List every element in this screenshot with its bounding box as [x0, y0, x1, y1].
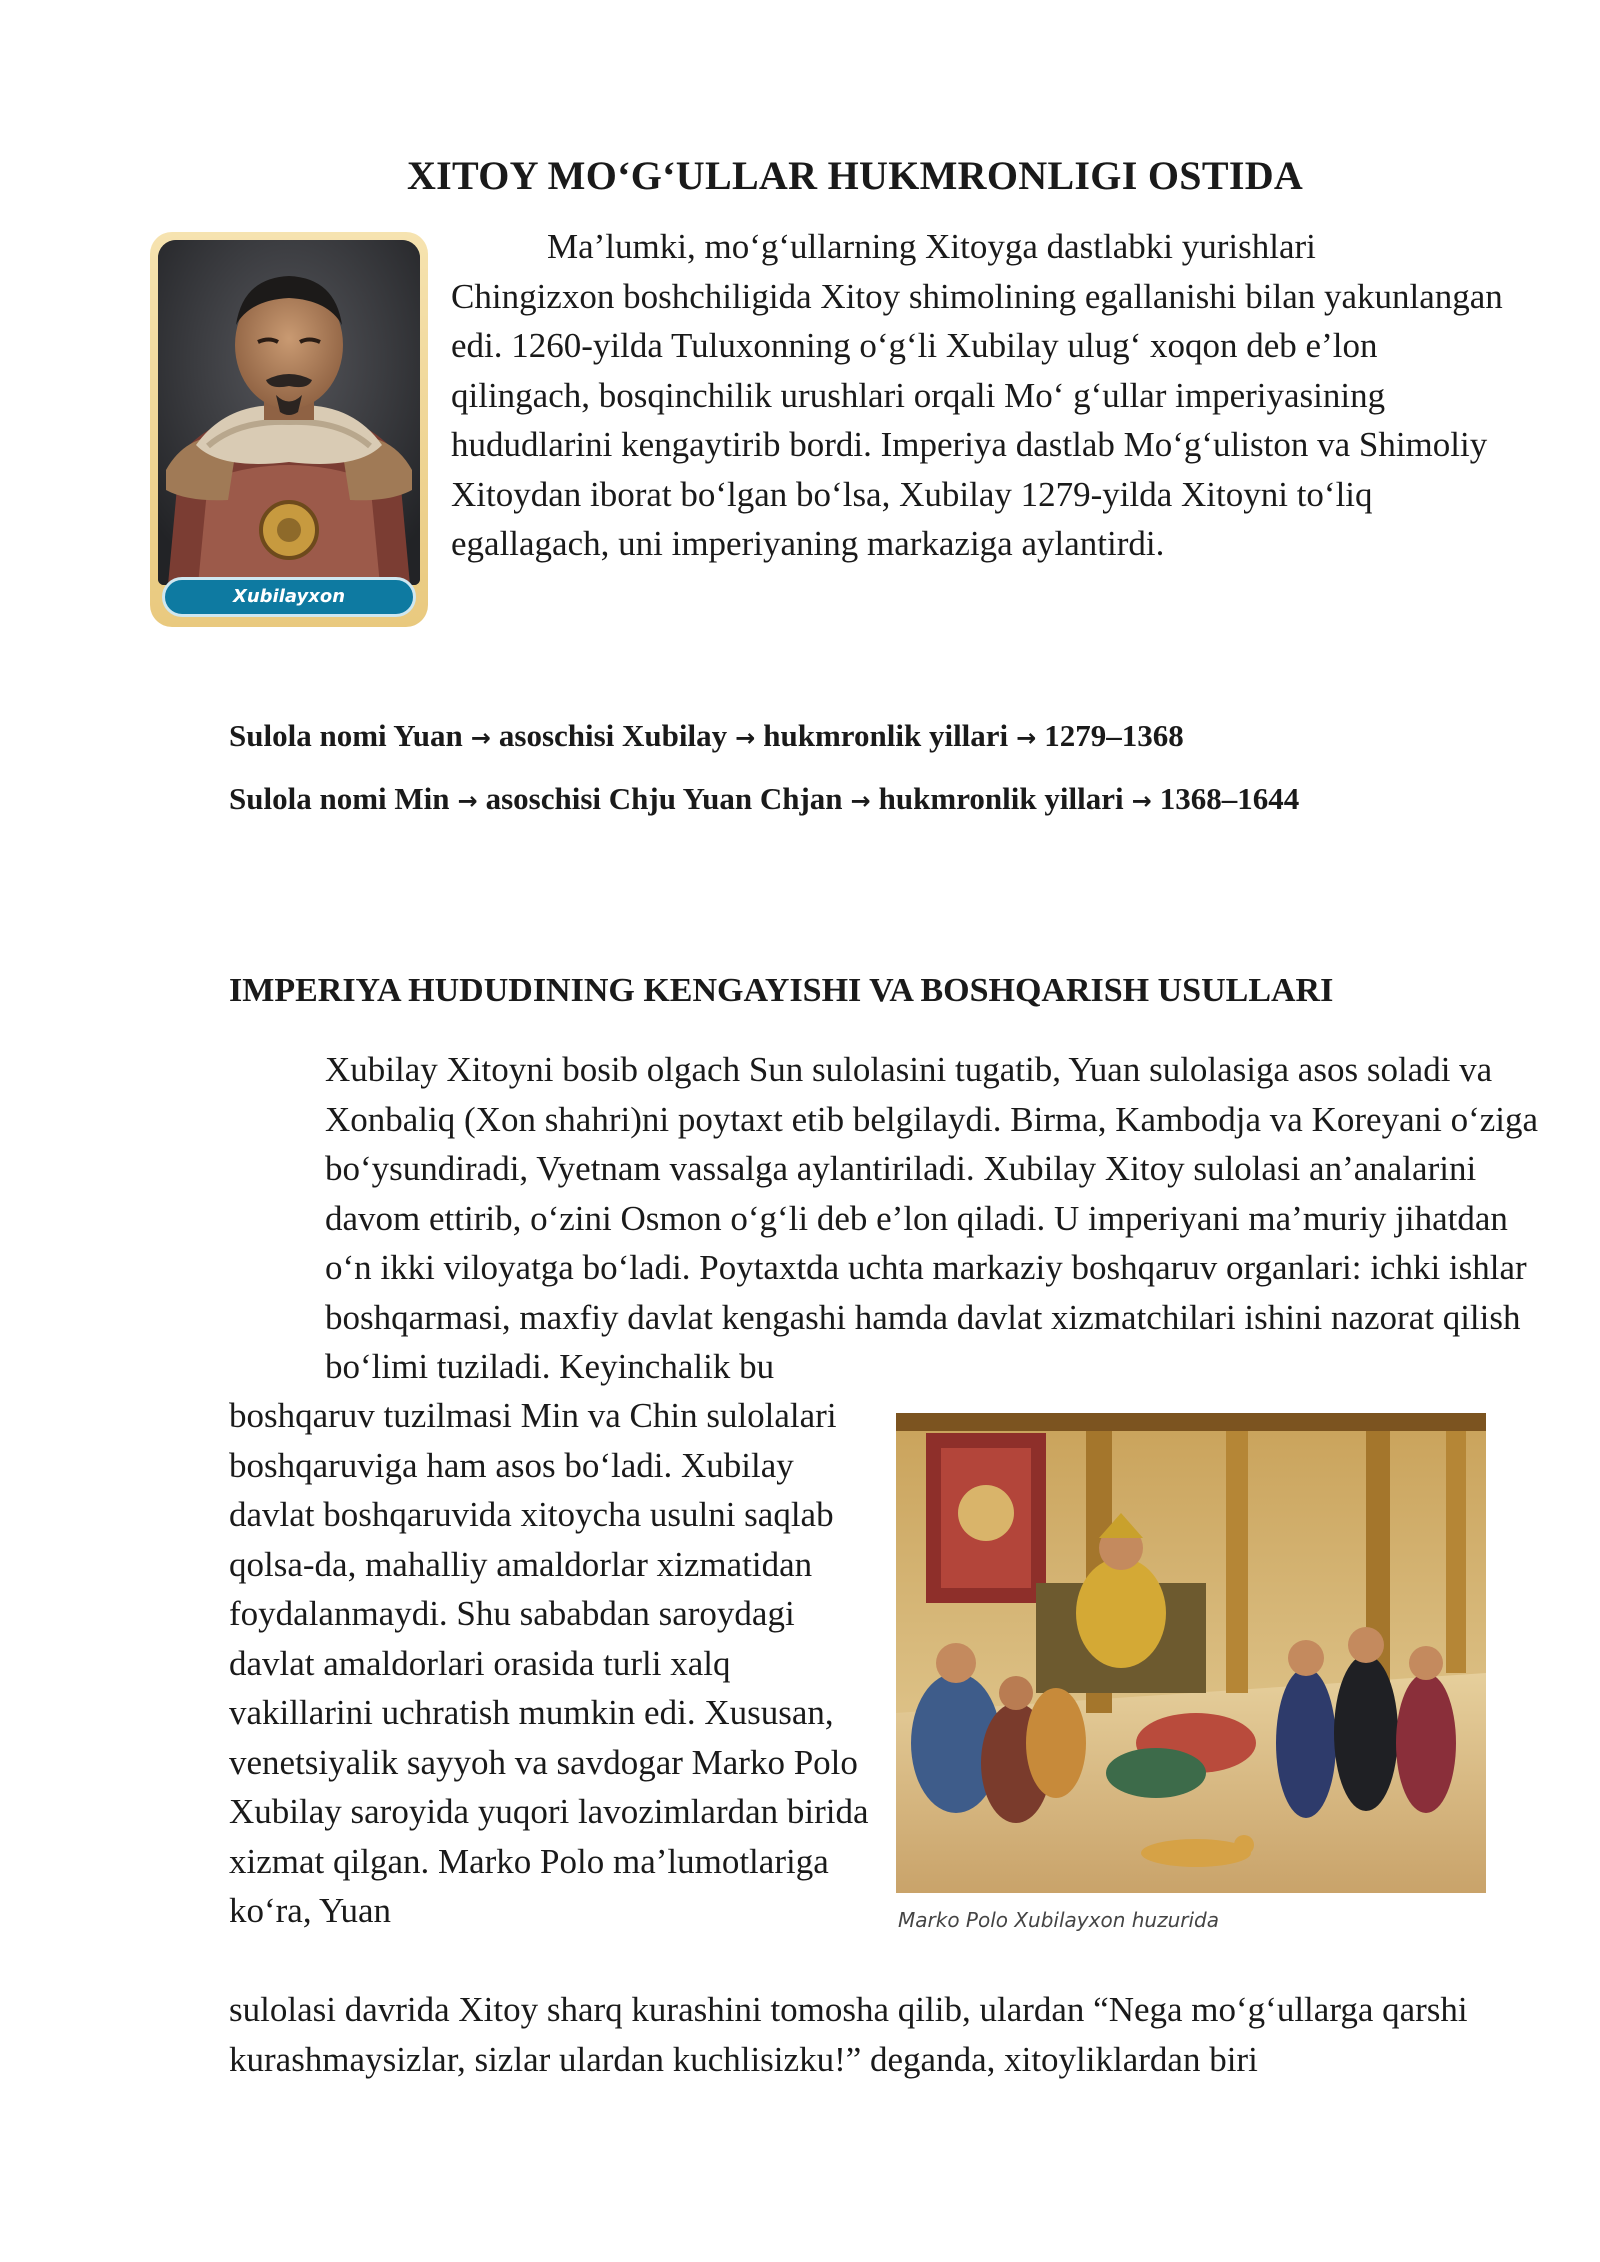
intro-paragraph-body: Chingizxon boshchiligida Xitoy shimolining egallanishi bilan yakunlangan edi. 1260-yilda Tuluxonning o‘g‘li Xubilay ulug‘ xoqon deb e’lon qilingach, bosqinchilik urushlari orqali Mo‘ g‘ullar imperiyasining hududlarini kengaytirib bordi. Imperiya dastlab Mo‘g‘uliston va Shimoliy Xitoydan iborat bo‘lgan bo‘lsa, Xubilay 1279-yilda Xitoyni to‘liq egallagach, uni imperiyaning markaziga aylantirdi. [451, 276, 1503, 563]
arrow-icon: → [1016, 724, 1037, 752]
arrow-icon: → [457, 787, 478, 815]
page-title: XITOY MO‘G‘ULLAR HUKMRONLIGI OSTIDA [406, 153, 1304, 198]
dynasty-years-label: hukmronlik yillari [878, 781, 1124, 816]
section-heading: IMPERIYA HUDUDINING KENGAYISHI VA BOSHQARISH USULLARI [229, 972, 1334, 1009]
dynasty-line-min [229, 781, 1299, 817]
dynasty-years: 1279–1368 [1044, 718, 1184, 753]
intro-paragraph-first-line: Ma’lumki, mo‘g‘ullarning Xitoyga dastlabki yurishlari [547, 227, 1316, 266]
dynasty-name: Sulola nomi Min [229, 781, 450, 816]
section2-paragraph [229, 1045, 1539, 1392]
arrow-icon: → [470, 724, 491, 752]
portrait-image [158, 240, 420, 585]
dynasty-founder: asoschisi Xubilay [498, 718, 728, 753]
section2-paragraph-text: Xubilay Xitoyni bosib olgach Sun sulolasini tugatib, Yuan sulolasiga asos soladi va Xonbaliq (Xon shahri)ni poytaxt etib belgilaydi. Birma, Kambodja va Koreyani o‘ziga bo‘ysundiradi, Vyetnam vassalga aylantiriladi. Xubilay Xitoy sulolasi an’analarini davom ettirib, o‘zini Osmon o‘g‘li deb e’lon qiladi. U imperiyani ma’muriy jihatdan o‘n ikki viloyatga bo‘ladi. Poytaxtda uchta markaziy boshqaruv organlari: ichki ishlar boshqarmasi, maxfiy davlat kengashi hamda davlat xizmatchilari ishini nazorat qilish bo‘limi tuziladi. Keyinchalik bu [325, 1050, 1539, 1386]
arrow-icon: → [1131, 787, 1152, 815]
dynasty-founder: asoschisi Chju Yuan Chjan [485, 781, 843, 816]
dynasty-years-label: hukmronlik yillari [763, 718, 1009, 753]
intro-paragraph [451, 222, 1511, 569]
section2-column-text: boshqaruv tuzilmasi Min va Chin sulolalari boshqaruviga ham asos bo‘ladi. Xubilay davlat boshqaruvida xitoycha usulni saqlab qolsa-da, mahalliy amaldorlar xizmatidan foydalanmaydi. Shu sababdan saroydagi davlat amaldorlari orasida turli xalq vakillarini uchratish mumkin edi. Xususan, venetsiyalik sayyoh va savdogar Marko Polo Xubilay saroyida yuqori lavozimlardan birida xizmat qilgan. Marko Polo ma’lumotlariga ko‘ra, Yuan [229, 1396, 869, 1930]
portrait-card [150, 232, 428, 627]
painting-caption: Marko Polo Xubilayxon huzurida [898, 1908, 1219, 1932]
arrow-icon: → [850, 787, 871, 815]
section2-tail-text: sulolasi davrida Xitoy sharq kurashini tomosha qilib, ulardan “Nega mo‘g‘ullarga qarshi kurashmaysizlar, sizlar ulardan kuchlisizku!” deganda, xitoyliklardan biri [229, 1990, 1468, 2079]
portrait-caption: Xubilayxon [162, 577, 416, 617]
dynasty-line-yuan [229, 718, 1184, 754]
arrow-icon: → [735, 724, 756, 752]
dynasty-name: Sulola nomi Yuan [229, 718, 463, 753]
dynasty-years: 1368–1644 [1159, 781, 1300, 816]
marco-polo-painting [896, 1413, 1486, 1893]
